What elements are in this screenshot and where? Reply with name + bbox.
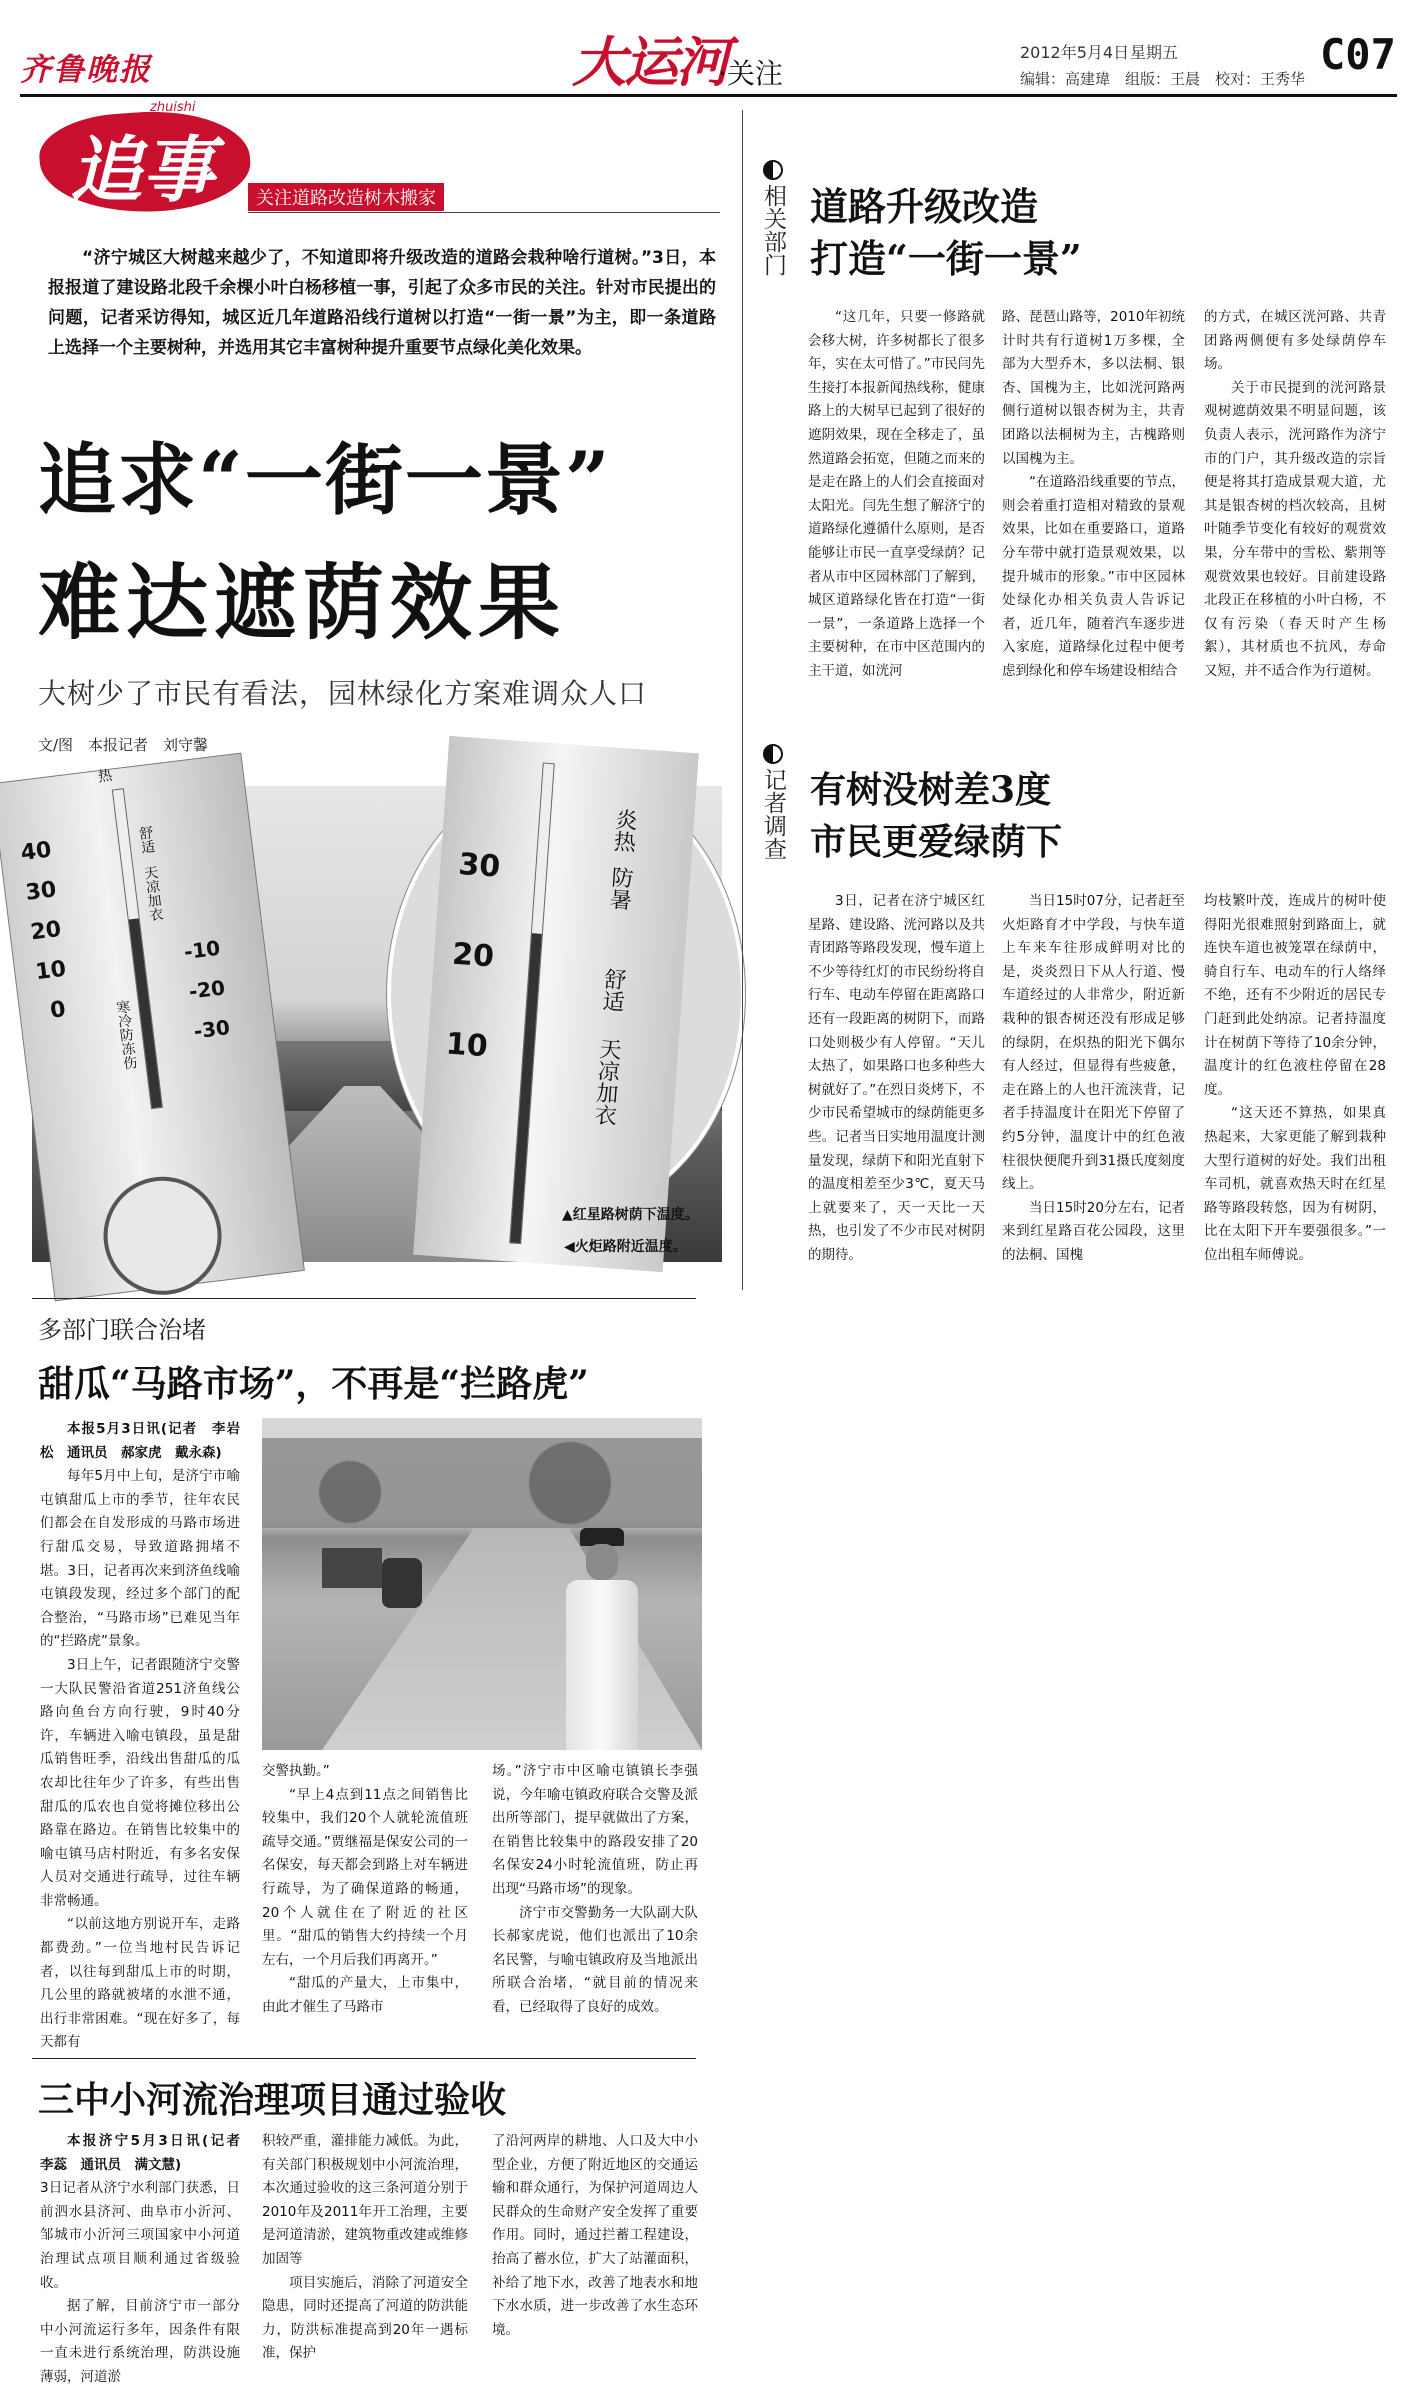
- scale-left-5: -10: [182, 935, 222, 964]
- thermo-left-label-3: 寒冷防冻伤: [113, 999, 138, 1071]
- related-para-1: “这几年，只要一修路就会移大树，许多树都长了很多年，实在太可惜了。”市民闫先生接打本报新闻热线称，健康路上的大树早已起到了很好的遮阴效果，现在全移走了，虽然道路会拓宽，但随之而来的是走在路上的人们会直接面对太阳光。闫先生想了解济宁的道路绿化遵循什么原则，是否能够让市民一直享受绿荫？记者从市中区园林部门了解到，城区道路绿化皆在打造“一街一景”，一条道路上选择一个主要树种，在市中区范围内的主干道，如洸河: [808, 309, 985, 679]
- half-circle-icon: [763, 744, 783, 764]
- melon-para-7: 场。”济宁市中区喻屯镇镇长李强说，今年喻屯镇政府联合交警及派出所等部门，提早就做出了方案，在销售比较集中的路段安排了20名保安24小时轮流值班，防止再出现“马路市场”的现象。: [492, 1763, 698, 1897]
- survey-col-2: [1002, 890, 1185, 1270]
- thermo-right-label-0: 炎热: [609, 807, 638, 854]
- river-col-2: [262, 2130, 468, 2370]
- river-byline: 本报济宁5月3日讯(记者 李蕊 通讯员 满文慧): [40, 2133, 254, 2173]
- photo-caption-2: ◀火炬路附近温度。: [564, 1239, 687, 1255]
- staff-credits: 编辑：高建瑋 组版：王晨 校对：王秀华: [1020, 70, 1306, 88]
- river-para-3: 积较严重，灌排能力减低。为此，有关部门积极规划中小河流治理，本次通过验收的这三条河道分别于2010年及2011年开工治理，主要是河道清淤，建筑物重改建或维修加固等: [262, 2133, 468, 2267]
- feature-subhead: 大树少了市民有看法，园林绿化方案难调众人口: [38, 677, 648, 710]
- trees-background: [262, 1438, 702, 1528]
- river-para-2: 据了解，目前济宁市一部分中小河流运行多年，因条件有限一直未进行系统治理，防洪设施薄弱，河道淤: [40, 2298, 240, 2385]
- melon-para-5: “早上4点到11点之间销售比较集中，我们20个人就轮流值班疏导交通。”贾继福是保安公司的一名保安，每天都会到路上对车辆进行疏导，为了确保道路的畅通，20个人就住在了附近的社区里。“甜瓜的销售大约持续一个月左右，一个月后我们再离开。”: [262, 1786, 468, 1968]
- paper-name: 齐鲁晚报: [20, 52, 152, 88]
- feature-intro: “济宁城区大树越来越少了，不知道即将升级改造的道路会栽种啥行道树。”3日，本报报道了建设路北段千余棵小叶白杨移植一事，引起了众多市民的关注。针对市民提出的问题，记者采访得知，城区近几年道路沿线行道树以打造“一街一景”为主，即一条道路上选择一个主要树种，并选用其它丰富树种提升重要节点绿化美化效果。: [48, 248, 716, 358]
- survey-tab: [758, 744, 788, 866]
- traffic-police-photo: [262, 1418, 702, 1750]
- thermo-right-label-1: 防暑: [605, 865, 634, 911]
- feature-kicker: 关注道路改造树木搬家: [248, 183, 444, 211]
- survey-title-1: 有树没树差3度: [810, 769, 1052, 811]
- thermometer-inset: [387, 770, 745, 1218]
- melon-para-8: 济宁市交警勤务一大队副大队长郝家虎说，他们也派出了10余名民警，与喻屯镇政府及当地派出所联合治堵，“就目前的情况来看，已经取得了良好的成效。: [492, 1904, 698, 2015]
- related-col-3: [1204, 306, 1386, 716]
- photo-caption-1: ▲红星路树荫下温度。: [562, 1207, 699, 1223]
- related-para-2: 路、琵琶山路等，2010年初统计时共有行道树1万多棵，全部为大型乔木，多以法桐、银杏、国槐为主，比如洸河路两侧行道树以银杏树为主，共青团路以法桐树为主，古槐路则以国槐为主。: [1002, 309, 1185, 467]
- related-col-1: [808, 306, 985, 716]
- related-tab-label: 相关部门: [760, 184, 786, 276]
- river-col-3: [492, 2130, 698, 2370]
- scale-left-3: 10: [34, 956, 68, 986]
- thermo-left-label-2: 天凉加衣: [141, 864, 165, 923]
- survey-tab-label: 记者调查: [760, 768, 786, 860]
- section-rule-melon: [32, 1298, 696, 1299]
- mercury-tube-right: [509, 762, 555, 1244]
- melon-para-1: 每年5月中上旬，是济宁市喻屯镇甜瓜上市的季节，往年农民们都会在自发形成的马路市场进行甜瓜交易，导致道路拥堵不堪。3日，记者再次来到济鱼线喻屯镇段发现，经过多个部门的配合整治，“马路市场”已难见当年的“拦路虎”景象。: [40, 1468, 240, 1650]
- scale-left-7: -30: [192, 1015, 232, 1044]
- issue-date: 2012年5月4日: [1020, 43, 1130, 62]
- melon-kicker: 多部门联合治堵: [38, 1316, 206, 1344]
- scale-left-0: 40: [19, 837, 53, 867]
- survey-para-4: 均枝繁叶茂，连成片的树叶使得阳光很难照射到路面上，就连快车道也被笼罩在绿荫中，骑自行车、电动车的行人络绎不绝，还有不少附近的居民专门赶到此处纳凉。记者持温度计在树荫下等待了10余分钟，温度计的红色液柱停留在28度。: [1204, 893, 1386, 1098]
- tricycle: [322, 1548, 382, 1588]
- kicker-rule: [248, 212, 720, 213]
- scale-left-4: 0: [48, 997, 68, 1024]
- related-para-3: “在道路沿线重要的节点，则会着重打造相对精致的景观效果，比如在重要路口，道路分车带中就打造景观效果，以提升城市的形象。”市中区园林处绿化办相关负责人告诉记者，近几年，随着汽车逐步进入家庭，道路绿化过程中便考虑到绿化和停车场建设相结合: [1002, 474, 1185, 679]
- related-tab: [758, 160, 788, 282]
- logo-pinyin: zhuishi: [150, 100, 196, 115]
- river-para-4: 项目实施后，消除了河道安全隐患，同时还提高了河道的防洪能力，防洪标准提高到20年一遇标准，保护: [262, 2274, 468, 2362]
- section-sub: ·关注: [718, 57, 783, 90]
- half-circle-icon: [763, 160, 783, 180]
- thermometer-right: [413, 736, 699, 1272]
- survey-para-2: 当日15时07分，记者赶至火炬路育才中学段，与快车道上车来车往形成鲜明对比的是，炎炎烈日下从人行道、慢车道经过的人非常少，附近新栽种的银杏树还没有形成足够的绿阴，在炽热的阳光下偶尔有人经过，但显得有些疲惫，走在路上的人也汗流浃背，记者手持温度计在阳光下停留了约5分钟，温度计中的红色液柱很快便爬升到31摄氏度刻度线上。: [1002, 893, 1185, 1193]
- melon-para-6: “甜瓜的产量大，上市集中，由此才催生了马路市: [262, 1975, 468, 2015]
- thermometer-left: [0, 753, 305, 1302]
- thermo-left-label-1: 舒适: [136, 824, 156, 855]
- police-body: [566, 1580, 638, 1750]
- related-col-2: [1002, 306, 1185, 716]
- scale-left-1: 30: [24, 877, 58, 906]
- thermo-right-label-3: 天凉加衣: [590, 1036, 622, 1127]
- melon-para-3: “以前这地方别说开车，走路都费劲。”一位当地村民告诉记者，以往每到甜瓜上市的时期，几公里的路就被堵的水泄不通，出行非常困难。“现在好多了，每天都有: [40, 1916, 240, 2051]
- survey-title-2: 市民更爱绿荫下: [810, 821, 1063, 863]
- mercury-left: [129, 918, 162, 1108]
- issue-weekday: 星期五: [1130, 43, 1179, 62]
- melon-title: 甜瓜“马路市场”，不再是“拦路虎”: [38, 1363, 589, 1405]
- mercury-right: [510, 933, 542, 1243]
- thermometer-photo: [19, 767, 722, 1262]
- thermo-left-label-0: 热: [95, 767, 113, 784]
- related-title-1: 道路升级改造: [810, 184, 1039, 229]
- melon-col-2: [262, 1760, 468, 2035]
- survey-col-3: [1204, 890, 1386, 1270]
- survey-para-3: 当日15时20分左右，记者来到红星路百花公园段，这里的法桐、国槐: [1002, 1199, 1185, 1263]
- police-officer: [562, 1528, 642, 1748]
- headline-line-1: 追求“一街一景”: [38, 435, 612, 526]
- logo-text: 追事: [70, 127, 215, 212]
- scale-right-2: 10: [444, 1026, 489, 1065]
- survey-col-1: [808, 890, 985, 1270]
- river-col-1: [40, 2130, 254, 2385]
- scale-right-0: 30: [457, 846, 502, 885]
- headline-line-2: 难达遮荫效果: [38, 555, 567, 651]
- related-para-4: 的方式，在城区洸河路、共青团路两侧便有多处绿荫停车场。: [1204, 309, 1386, 373]
- related-title-2: 打造“一街一景”: [810, 236, 1082, 281]
- dial-gauge: [97, 1170, 229, 1302]
- melon-col-3: [492, 1760, 698, 2035]
- river-para-1: 3日记者从济宁水利部门获悉，日前泗水县济河、曲阜市小沂河、邹城市小沂河三项国家中小河道治理试点项目顺利通过省级验收。: [40, 2180, 240, 2291]
- section-logo: 大运河: [572, 30, 728, 94]
- melon-byline: 本报5月3日讯(记者 李岩松 通讯员 郝家虎 戴永森): [40, 1421, 240, 1461]
- motorbike: [382, 1558, 422, 1608]
- melon-col-1: [40, 1418, 240, 2051]
- scale-left-2: 20: [29, 916, 63, 946]
- scale-left-6: -20: [187, 975, 227, 1004]
- thermo-right-label-2: 舒适: [598, 967, 627, 1013]
- melon-para-4: 交警执勤。”: [262, 1763, 330, 1779]
- page-number: C07: [1320, 30, 1396, 79]
- river-para-5: 了沿河两岸的耕地、人口及大中小型企业，方便了附近地区的交通运输和群众通行，为保护河道周边人民群众的生命财产安全发挥了重要作用。同时，通过拦蓄工程建设，抬高了蓄水位，扩大了站灌面积，补给了地下水，改善了地表水和地下水水质，进一步改善了水生态环境。: [492, 2133, 698, 2338]
- related-para-5: 关于市民提到的洸河路景观树遮荫效果不明显问题，该负责人表示，洸河路作为济宁市的门户，其升级改造的宗旨便是将其打造成景观大道，尤其是银杏树的档次较高，且树叶随季节变化有较好的观赏效果，分车带中的雪松、紫荆等观赏效果也较好。目前建设路北段正在移植的小叶白杨，不仅有污染（春天时产生杨絮），其材质也不抗风，寿命又短，并不适合作为行道树。: [1204, 379, 1386, 679]
- column-divider: [742, 110, 743, 1290]
- feature-byline: 文/图 本报记者 刘守馨: [38, 736, 209, 754]
- zhuishi-logo: [40, 100, 260, 218]
- masthead-rule: [20, 94, 1397, 97]
- survey-para-5: “这天还不算热，如果真热起来，大家更能了解到栽种大型行道树的好处。我们出租车司机，就喜欢热天时在红星路等路段转悠，因为有树阴，比在太阳下开车要强很多。”一位出租车师傅说。: [1204, 1105, 1386, 1263]
- scale-right-1: 20: [451, 936, 496, 975]
- river-title: 三中小河流治理项目通过验收: [38, 2079, 507, 2121]
- melon-para-2: 3日上午，记者跟随济宁交警一大队民警沿省道251济鱼线公路向鱼台方向行驶，9时40分许，车辆进入喻屯镇段，虽是甜瓜销售旺季，沿线出售甜瓜的瓜农却比往年少了许多，有些出售甜瓜的瓜农也自觉将摊位移出公路靠在路边。在销售比较集中的喻屯镇马店村附近，有多名安保人员对交通进行疏导，过往车辆非常畅通。: [40, 1656, 240, 1909]
- survey-para-1: 3日，记者在济宁城区红星路、建设路、洸河路以及共青团路等路段发现，慢车道上不少等待红灯的市民纷纷将自行车、电动车停留在距离路口还有一段距离的树阴下，而路口处则极少有人停留。“天儿太热了，如果路口也多种些大树就好了。”在烈日炎烤下，不少市民希望城市的绿荫能更多些。记者当日实地用温度计测量发现，绿荫下和阳光直射下的温度相差至少3℃，夏天马上就要来了，天一天比一天热，也引发了不少市民对树阴的期待。: [808, 893, 985, 1263]
- section-rule-river: [32, 2058, 696, 2059]
- police-head: [586, 1544, 618, 1580]
